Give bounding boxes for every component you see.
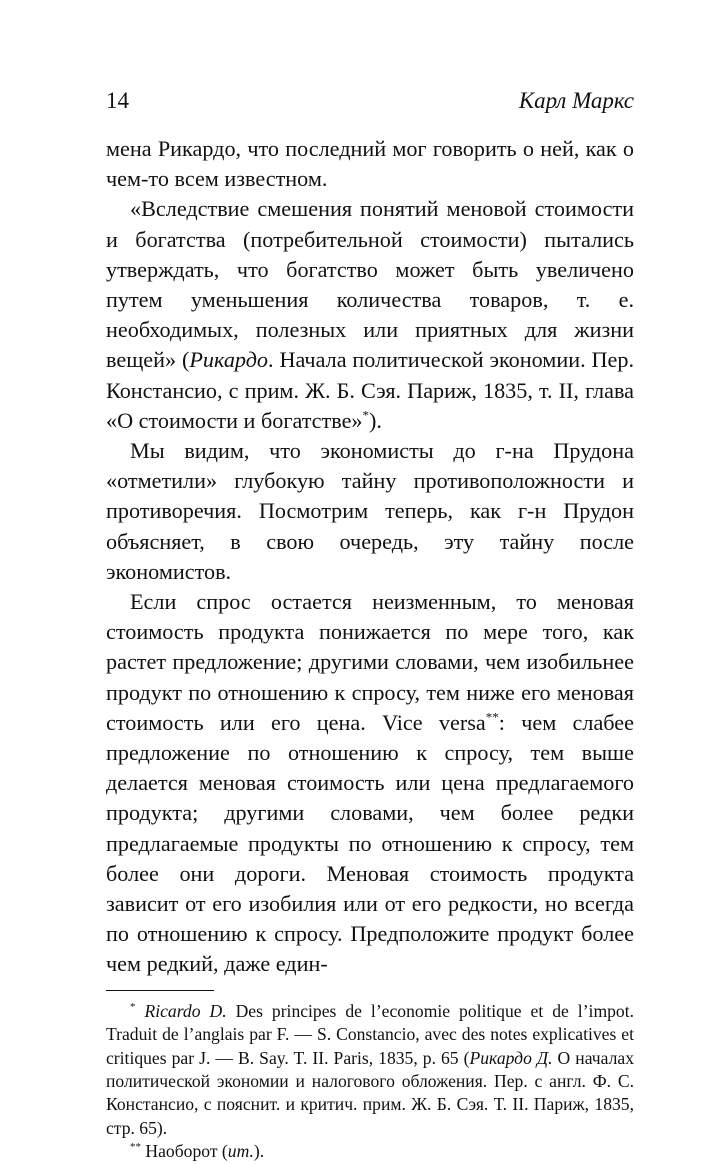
footnote-ref-1[interactable]: *	[362, 407, 370, 423]
footnote-2-lang: ит.	[227, 1141, 254, 1162]
paragraph-2	[106, 194, 634, 436]
footnote-1	[106, 1000, 634, 1140]
footnote-1-text-1: Des principes de l’economie politique et de l’impot. Traduit de l’anglais par F. — S. Constancio, avec des notes explicatives et critiques par J. — B. Say. T. II. Paris, 1835, p. 65 (	[106, 1000, 635, 1068]
paragraph-4	[106, 587, 634, 980]
footnote-2	[106, 1140, 634, 1163]
quote-source: . Начала политической экономии. Пер. Констансио, с прим. Ж. Б. Сэя. Париж, 1835, т. II, глава «О стоимости и богатстве»	[106, 347, 634, 433]
main-text	[106, 134, 634, 980]
paragraph-4-part-1: Если спрос остается неизменным, то меновая стоимость продукта понижается по мере того, как растет предложение; другими словами, чем изобильнее продукт по отношению к спросу, тем ниже его меновая стоимость или его цена. Vice versa	[106, 589, 634, 735]
paragraph-3: Мы видим, что экономисты до г-на Прудона «отметили» глубокую тайну противоположности и противоречия. Посмотрим теперь, как г-н Прудон объясняет, в свою очередь, эту тайну после экономистов.	[106, 438, 634, 584]
quote-text: «Вследствие смешения понятий меновой стоимости и богатства (потребительной стоимости) пытались утверждать, что богатство может быть увеличено путем уменьшения количества товаров, т. е. необходимых, полезных или приятных для жизни вещей» (	[106, 196, 634, 373]
footnote-2-mark: **	[130, 1141, 141, 1154]
paragraph-4-part-2: : чем слабее предложение по отношению к спросу, тем выше делается меновая стоимость или цена предлагаемого продукта; другими словами, чем более редки предлагаемые продукты по отношению к спросу, тем более они дороги. Меновая стоимость продукта зависит от его изобилия или от его редкости, но всегда по отношению к спросу. Предположите продукт более чем редкий, даже един-	[106, 709, 635, 977]
page-number: 14	[106, 88, 129, 113]
footnote-1-text-2: О началах политической экономии и налогового обложения. Пер. с англ. Ф. С. Констансио, с пояснит. и критич. прим. Ж. Б. Сэя. Т. II. Париж, 1835, стр. 65).	[106, 1047, 634, 1138]
footnote-divider	[106, 990, 214, 991]
paragraph-1: мена Рикардо, что последний мог говорить о ней, как о чем-то всем известном.	[106, 136, 634, 192]
quote-end: ).	[369, 407, 382, 433]
footnotes	[106, 1000, 634, 1164]
footnote-ref-2[interactable]: **	[485, 709, 499, 725]
book-page	[106, 86, 634, 1164]
quote-author: Рикардо	[189, 347, 269, 373]
footnote-1-author-ru: Рикардо Д.	[469, 1047, 553, 1068]
footnote-1-author: Ricardo D.	[144, 1000, 227, 1021]
footnote-2-text-2: ).	[253, 1141, 265, 1162]
footnote-1-mark: *	[130, 1000, 136, 1013]
page-header	[106, 86, 634, 116]
running-head-author: Карл Маркс	[518, 88, 634, 113]
footnote-2-text-1: Наоборот (	[141, 1141, 228, 1162]
